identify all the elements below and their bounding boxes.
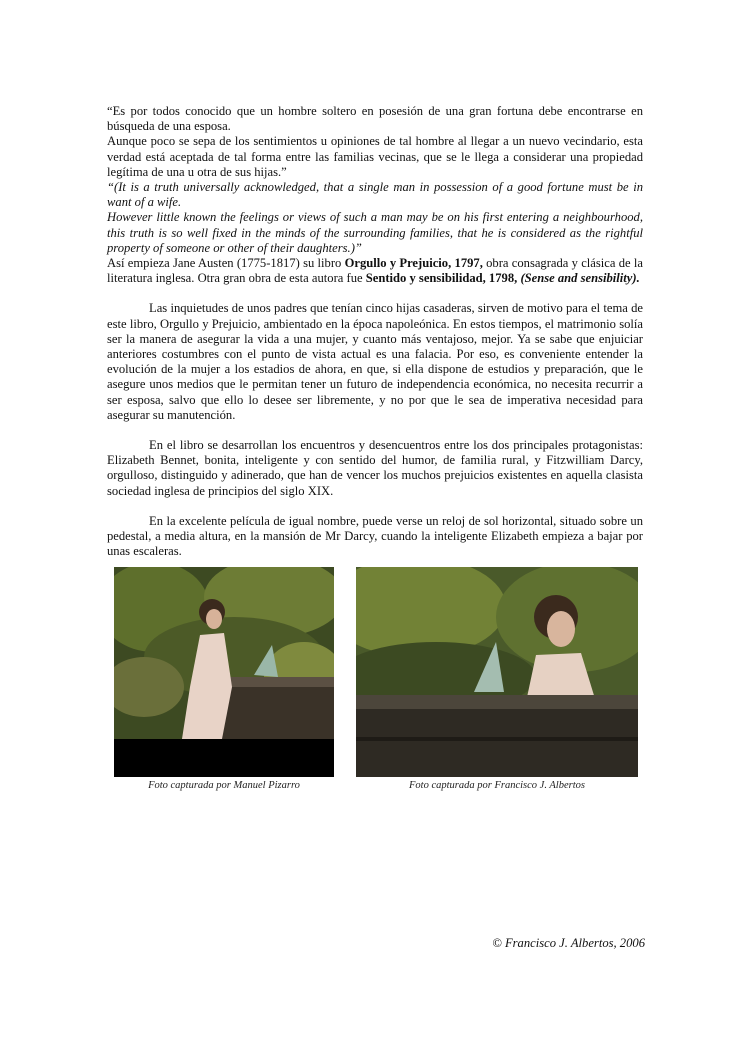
- paragraph-parents: Las inquietudes de unos padres que tenían cinco hijas casaderas, sirven de motivo para el tema de este libro, Orgullo y Prejuicio, ambientado en la época napoleónica. En estos tiempos, el matrimonio solía ser la manera de asegurar la vida a una mujer, y cuanto más ventajoso, mejor. Ya se sabe que enjuiciar anteriores costumbres con el punto de vista actual es una falacia. Por eso, es conveniente entender la evolución de la mujer a los estadios de ahora, en que, si ella dispone de estudios y preparación, que le asegure unos medios que le permitan tener un futuro de independencia económica, no necesita recurrir a ser esposa, salvo que ello lo desee ser libremente, y no por que le sea de imperativa necesidad para asegurar su manutención.: [107, 301, 643, 422]
- book-title-pride: Orgullo y Prejuicio, 1797,: [344, 256, 483, 271]
- quote-english-2: However little known the feelings or views of such a man may be on his first entering a neighbourhood, this truth is so well fixed in the minds of the surrounding families, that he is considered as the rightful property of someone or other of their daughters.)”: [107, 210, 643, 255]
- photo-caption-right: Foto capturada por Francisco J. Albertos: [409, 780, 585, 791]
- quote-spanish-1: “Es por todos conocido que un hombre soltero en posesión de una gran fortuna debe encontrarse en búsqueda de una esposa.: [107, 104, 643, 134]
- film-still-illustration-left: [114, 567, 334, 777]
- film-still-photo-left: [114, 567, 334, 777]
- photo-caption-left: Foto capturada por Manuel Pizarro: [148, 780, 300, 791]
- book-title-sense-english: (Sense and sensibility).: [520, 271, 640, 286]
- film-still-photo-right: [356, 567, 638, 777]
- intro-text-1: Así empieza Jane Austen (1775-1817) su libro: [107, 256, 345, 271]
- article-body: [107, 104, 643, 559]
- paragraph-film: En la excelente película de igual nombre, puede verse un reloj de sol horizontal, situado sobre un pedestal, a media altura, en la mansión de Mr Darcy, cuando la inteligente Elizabeth empieza a bajar por unas escaleras.: [107, 513, 643, 559]
- paragraph-protagonists: En el libro se desarrollan los encuentros y desencuentros entre los dos principales protagonistas: Elizabeth Bennet, bonita, inteligente y con sentido del humor, de familia rural, y Fitzwilliam Darcy, orgulloso, distinguido y adinerado, que han de vencer los muchos prejuicios existentes en aquella clasista sociedad inglesa de principios del siglo XIX.: [107, 438, 643, 498]
- intro-text-2: obra consagrada y clásica de la literatura inglesa. Otra gran obra de esta autora fue: [107, 256, 643, 286]
- quote-spanish-2: Aunque poco se sepa de los sentimientos u opiniones de tal hombre al llegar a un nuevo vecindario, esta verdad está aceptada de tal forma entre las familias vecinas, que se le llega a considerar una propiedad legítima de una u otra de sus hijas.”: [107, 134, 643, 179]
- book-title-sense: Sentido y sensibilidad, 1798,: [365, 271, 518, 286]
- copyright-footer: © Francisco J. Albertos, 2006: [492, 936, 645, 950]
- quote-english-1: “(It is a truth universally acknowledged, that a single man in possession of a good fortune must be in want of a wife.: [107, 180, 643, 210]
- intro-paragraph: [107, 256, 643, 286]
- film-still-illustration-right: [356, 567, 638, 777]
